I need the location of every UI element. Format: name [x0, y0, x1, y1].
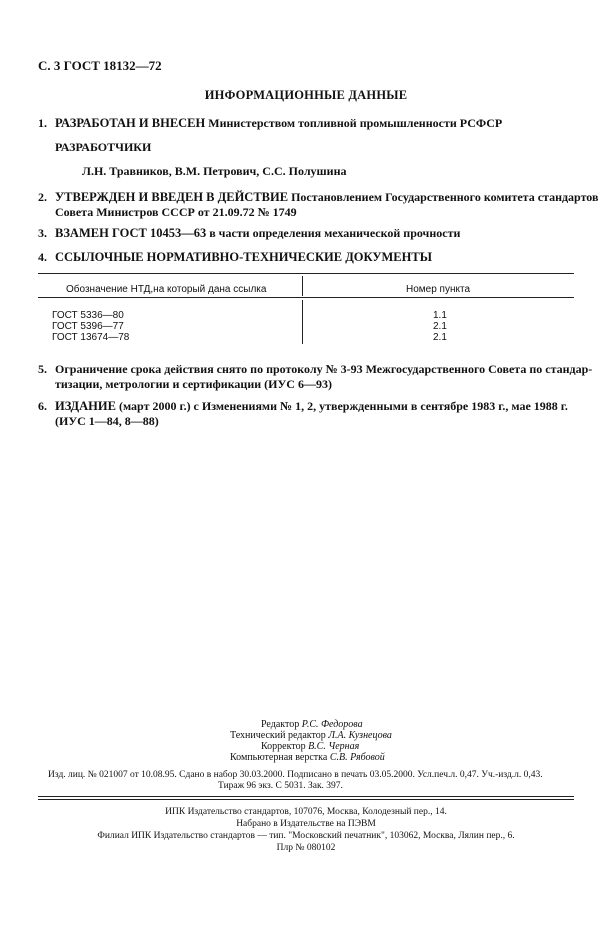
section-5 [38, 362, 592, 377]
table-row-clause: 1.1 [433, 310, 447, 321]
table-row-doc: ГОСТ 5336—80 [52, 310, 124, 321]
section-5-continuation: тизации, метрологии и сертификации (ИУС 6—93) [55, 377, 332, 391]
table-row-clause: 2.1 [433, 332, 447, 343]
section-lead: УТВЕРЖДЕН И ВВЕДЕН В ДЕЙСТВИЕ [55, 190, 289, 204]
section-number: 1. [38, 116, 47, 130]
publication-details: Изд. лиц. № 021007 от 10.08.95. Сдано в набор 30.03.2000. Подписано в печать 03.05.2000. Усл.печ.л. 0,47. Уч.-изд.л. 0,43. [48, 770, 543, 780]
table-header-rule [38, 297, 574, 298]
table-header-divider [302, 276, 303, 296]
section-text: (март 2000 г.) с Изменениями № 1, 2, утвержденными в сентябре 1983 г., мае 1988 г. [118, 399, 568, 413]
section-number: 4. [38, 250, 47, 264]
section-2 [38, 190, 599, 205]
license-number: Плр № 080102 [276, 843, 336, 853]
page-header: С. 3 ГОСТ 18132—72 [38, 58, 162, 73]
typeset-note: Набрано в Издательстве на ПЭВМ [236, 819, 376, 829]
publisher-address: ИПК Издательство стандартов, 107076, Москва, Колодезный пер., 14. [165, 807, 447, 817]
section-6-continuation: (ИУС 1—84, 8—88) [55, 414, 159, 428]
table-header-doc: Обозначение НТД,на который дана ссылка [66, 284, 267, 295]
credit-tech-editor: Технический редактор Л.А. Кузнецова [230, 730, 392, 741]
imprint-rule-1 [38, 796, 574, 797]
section-text: Ограничение срока действия снято по протоколу № 3-93 Межгосударственного Совета по стандар- [55, 362, 593, 376]
section-2-continuation: Совета Министров СССР от 21.09.72 № 1749 [55, 205, 297, 219]
table-top-rule [38, 273, 574, 274]
section-number: 5. [38, 362, 47, 376]
credit-layout: Компьютерная верстка С.В. Рябовой [230, 752, 385, 763]
section-number: 2. [38, 190, 47, 204]
imprint-rule-2 [38, 799, 574, 800]
section-text: в части определения механической прочности [209, 226, 461, 240]
developers-names: Л.Н. Травников, В.М. Петрович, С.С. Полушина [82, 164, 347, 178]
page-title: ИНФОРМАЦИОННЫЕ ДАННЫЕ [204, 88, 408, 102]
credit-corrector: Корректор В.С. Черная [261, 741, 360, 752]
section-lead: ССЫЛОЧНЫЕ НОРМАТИВНО-ТЕХНИЧЕСКИЕ ДОКУМЕНТЫ [55, 250, 432, 264]
section-lead: ИЗДАНИЕ [55, 399, 116, 413]
table-row-clause: 2.1 [433, 321, 447, 332]
table-row-doc: ГОСТ 5396—77 [52, 321, 124, 332]
table-header-clause: Номер пункта [406, 284, 471, 295]
section-3 [38, 226, 460, 241]
printer-address: Филиал ИПК Издательство стандартов — тип. "Московский печатник", 103062, Москва, Лялин пер., 6. [97, 831, 515, 841]
section-lead: ВЗАМЕН ГОСТ 10453—63 [55, 226, 207, 240]
table-body-divider [302, 300, 303, 344]
developers-heading: РАЗРАБОТЧИКИ [55, 140, 152, 154]
section-number: 6. [38, 399, 47, 413]
credit-editor: Редактор Р.С. Федорова [261, 719, 363, 730]
section-lead: РАЗРАБОТАН И ВНЕСЕН [55, 116, 206, 130]
table-row-doc: ГОСТ 13674—78 [52, 332, 130, 343]
section-1 [38, 116, 502, 131]
section-number: 3. [38, 226, 47, 240]
section-4 [38, 250, 432, 265]
section-text: Постановлением Государственного комитета стандартов [291, 190, 599, 204]
section-text: Министерством топливной промышленности РСФСР [208, 116, 503, 130]
section-6 [38, 399, 568, 414]
print-run: Тираж 96 экз. С 5031. Зак. 397. [218, 781, 343, 791]
